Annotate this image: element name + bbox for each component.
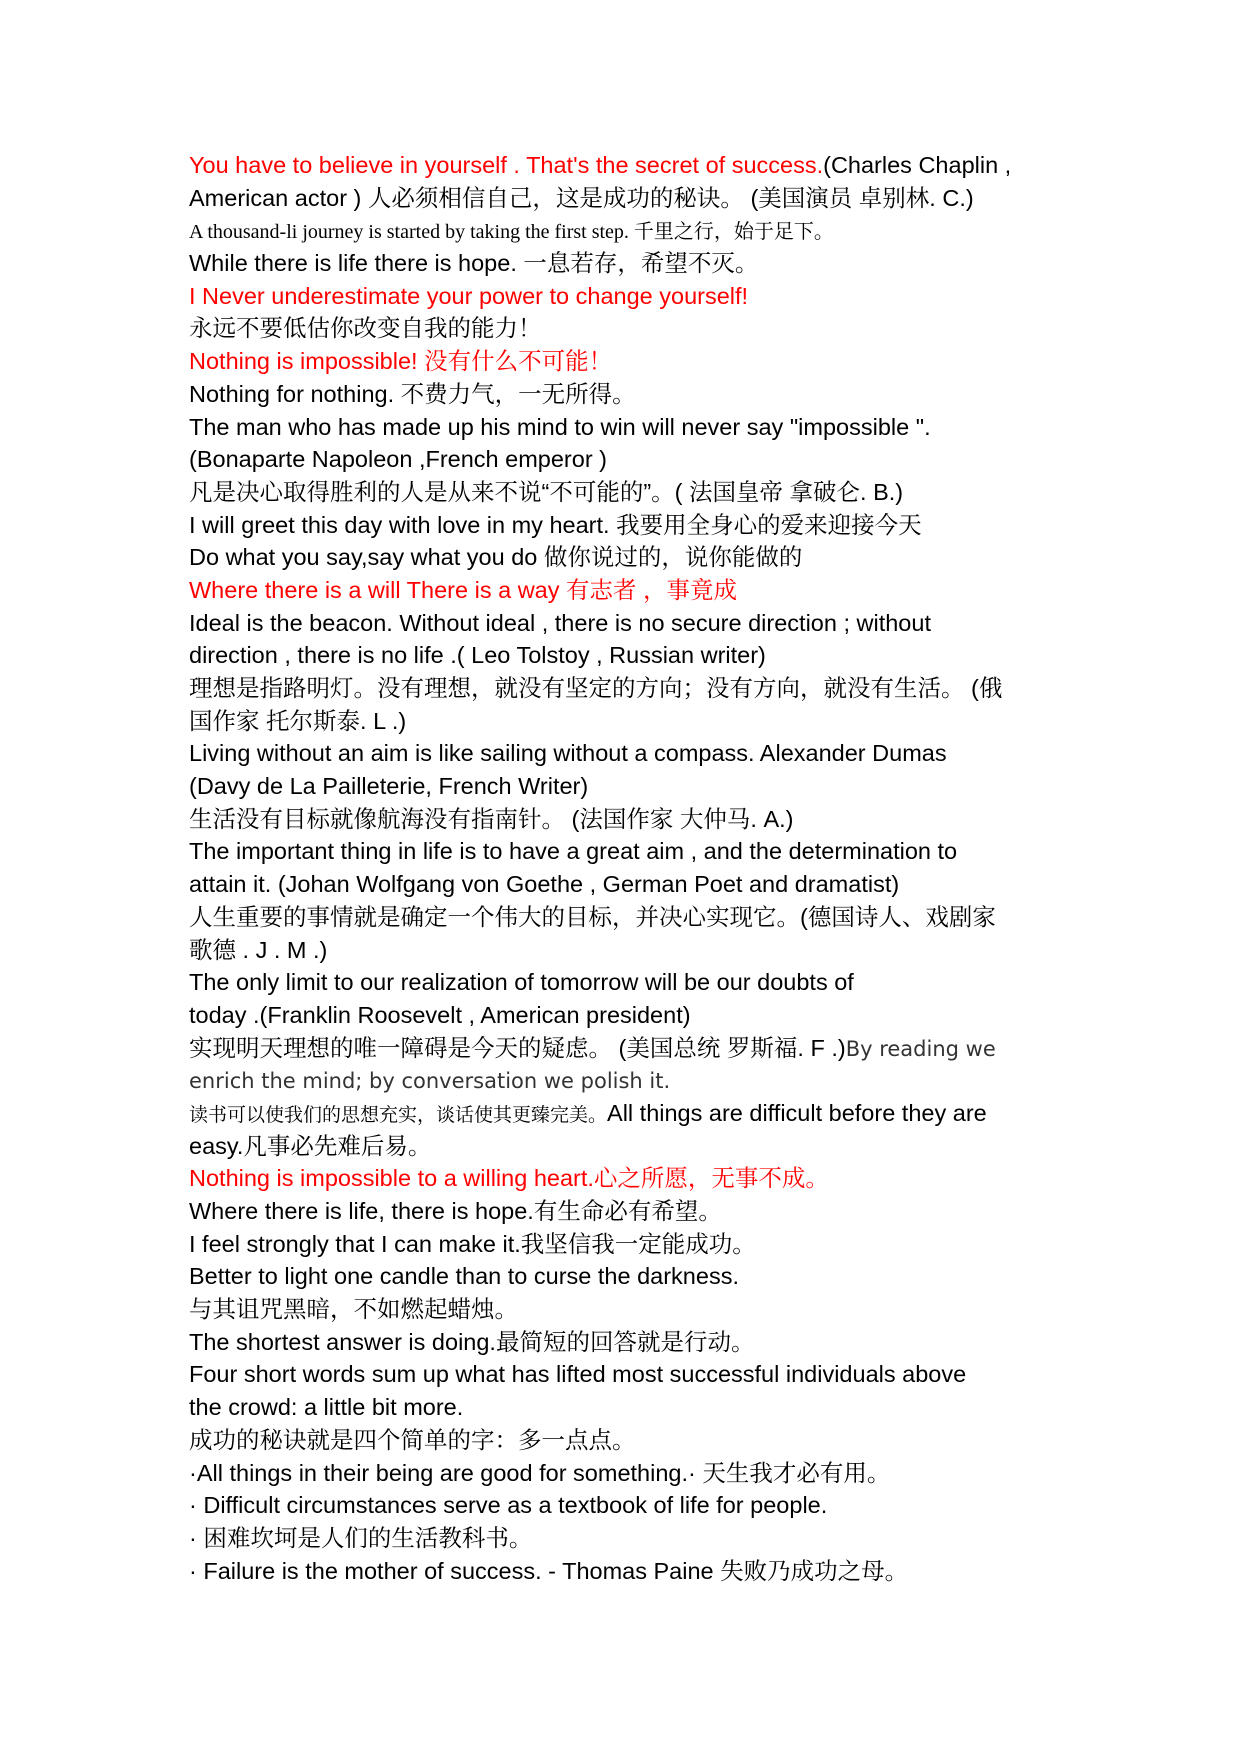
text-line bbox=[189, 214, 1069, 247]
text-segment: Where there is life, there is hope.有生命必有希望。 bbox=[189, 1198, 722, 1224]
text-line bbox=[189, 1522, 1069, 1555]
text-line bbox=[189, 1195, 1069, 1228]
highlighted-text: You have to believe in yourself . That's the secret of success. bbox=[189, 152, 824, 178]
text-line bbox=[189, 1457, 1069, 1490]
text-line bbox=[189, 1391, 1069, 1424]
highlighted-text: Nothing is impossible! 没有什么不可能！ bbox=[189, 348, 613, 375]
text-line bbox=[189, 541, 1069, 574]
text-segment: 读书可以使我们的思想充实，谈话使其更臻完美。 bbox=[189, 1104, 608, 1126]
text-line bbox=[189, 443, 1069, 476]
text-line bbox=[189, 639, 1069, 672]
text-segment: Ideal is the beacon. Without ideal , there is no secure direction ; without bbox=[189, 609, 931, 636]
text-segment: Nothing for nothing. 不费力气，一无所得。 bbox=[189, 380, 636, 407]
text-segment: 永远不要低估你改变自我的能力！ bbox=[189, 315, 542, 342]
text-line bbox=[189, 901, 1069, 934]
text-segment: The shortest answer is doing.最简短的回答就是行动。 bbox=[189, 1328, 755, 1355]
text-segment: enrich the mind; by conversation we polish it. bbox=[189, 1069, 671, 1094]
text-segment: The important thing in life is to have a great aim , and the determination to bbox=[189, 838, 958, 865]
text-line bbox=[189, 476, 1069, 509]
text-line bbox=[189, 411, 1069, 444]
text-segment: · Failure is the mother of success. - Thomas Paine 失败乃成功之母。 bbox=[189, 1557, 909, 1584]
text-segment: 凡是决心取得胜利的人是从来不说“不可能的”。( 法国皇帝 拿破仑. B.) bbox=[189, 478, 904, 505]
text-line bbox=[189, 1162, 1069, 1195]
document-page bbox=[189, 149, 1069, 1587]
text-segment: 生活没有目标就像航海没有指南针。 (法国作家 大仲马. A.) bbox=[189, 805, 794, 832]
text-line bbox=[189, 312, 1069, 345]
text-segment: Four short words sum up what has lifted most successful individuals above bbox=[189, 1361, 967, 1388]
text-line bbox=[189, 1097, 1069, 1130]
text-line bbox=[189, 1228, 1069, 1261]
text-segment: the crowd: a little bit more. bbox=[189, 1394, 464, 1421]
text-segment: 人生重要的事情就是确定一个伟大的目标，并决心实现它。(德国诗人、戏剧家 bbox=[189, 903, 996, 930]
text-segment: attain it. (Johan Wolfgang von Goethe , German Poet and dramatist) bbox=[189, 871, 900, 898]
highlighted-text: Where there is a will There is a way 有志者 ，事竟成 bbox=[189, 576, 738, 603]
text-segment: easy.凡事必先难后易。 bbox=[189, 1132, 432, 1159]
text-line bbox=[189, 1064, 1069, 1097]
text-line bbox=[189, 1555, 1069, 1588]
text-line bbox=[189, 934, 1069, 967]
text-line bbox=[189, 1326, 1069, 1359]
text-segment: · 困难坎坷是人们的生活教科书。 bbox=[189, 1524, 533, 1551]
text-line bbox=[189, 1489, 1069, 1522]
text-segment: By reading we bbox=[845, 1036, 996, 1061]
text-segment: (Davy de La Pailleterie, French Writer) bbox=[189, 773, 589, 800]
text-segment: · Difficult circumstances serve as a textbook of life for people. bbox=[189, 1492, 828, 1519]
text-segment: 成功的秘诀就是四个简单的字：多一点点。 bbox=[189, 1426, 636, 1453]
text-segment: I feel strongly that I can make it.我坚信我一定能成功。 bbox=[189, 1230, 756, 1257]
text-segment: 实现明天理想的唯一障碍是今天的疑虑。 (美国总统 罗斯福. F .) bbox=[189, 1034, 846, 1061]
text-line bbox=[189, 737, 1069, 770]
text-segment: Do what you say,say what you do 做你说过的，说你能做的 bbox=[189, 544, 803, 571]
text-segment: 国作家 托尔斯泰. L .) bbox=[189, 707, 407, 734]
text-line bbox=[189, 1032, 1069, 1065]
text-segment: The only limit to our realization of tomorrow will be our doubts of bbox=[189, 969, 854, 996]
text-segment: today .(Franklin Roosevelt , American president) bbox=[189, 1001, 691, 1028]
text-line bbox=[189, 966, 1069, 999]
text-line bbox=[189, 149, 1069, 182]
text-line bbox=[189, 803, 1069, 836]
text-line bbox=[189, 705, 1069, 738]
text-line bbox=[189, 672, 1069, 705]
text-line bbox=[189, 1424, 1069, 1457]
text-line bbox=[189, 378, 1069, 411]
highlighted-text: Nothing is impossible to a willing heart.心之所愿，无事不成。 bbox=[189, 1165, 829, 1192]
text-segment: A thousand-li journey is started by taking the first step. 千里之行，始于足下。 bbox=[189, 221, 834, 244]
text-line bbox=[189, 607, 1069, 640]
text-segment: I will greet this day with love in my heart. 我要用全身心的爱来迎接今天 bbox=[189, 511, 922, 538]
text-segment: The man who has made up his mind to win will never say "impossible ". bbox=[189, 413, 931, 440]
highlighted-text: I Never underestimate your power to change yourself! bbox=[189, 282, 749, 309]
text-line bbox=[189, 247, 1069, 280]
text-line bbox=[189, 1293, 1069, 1326]
text-segment: Living without an aim is like sailing without a compass. Alexander Dumas bbox=[189, 740, 947, 767]
text-line bbox=[189, 868, 1069, 901]
text-segment: Better to light one candle than to curse the darkness. bbox=[189, 1263, 739, 1290]
text-line bbox=[189, 574, 1069, 607]
text-line bbox=[189, 999, 1069, 1032]
text-segment: 歌德 . J . M .) bbox=[189, 936, 328, 963]
text-segment: American actor ) 人必须相信自己，这是成功的秘诀。 (美国演员 卓别林. C.) bbox=[189, 184, 974, 211]
text-line bbox=[189, 1130, 1069, 1163]
text-segment: direction , there is no life .( Leo Tolstoy , Russian writer) bbox=[189, 642, 766, 669]
text-segment: 与其诅咒黑暗，不如燃起蜡烛。 bbox=[189, 1296, 518, 1323]
text-line bbox=[189, 1358, 1069, 1391]
text-line bbox=[189, 835, 1069, 868]
text-segment: While there is life there is hope. 一息若存，希望不灭。 bbox=[189, 250, 759, 277]
text-segment: 理想是指路明灯。没有理想，就没有坚定的方向；没有方向，就没有生活。 (俄 bbox=[189, 675, 1003, 701]
text-segment: (Charles Chaplin , bbox=[823, 152, 1012, 178]
text-line bbox=[189, 1260, 1069, 1293]
text-line bbox=[189, 770, 1069, 803]
text-segment: (Bonaparte Napoleon ,French emperor ) bbox=[189, 446, 607, 473]
text-segment: ·All things in their being are good for something.· 天生我才必有用。 bbox=[189, 1459, 891, 1486]
text-line bbox=[189, 280, 1069, 313]
text-line bbox=[189, 182, 1069, 215]
text-segment: All things are difficult before they are bbox=[607, 1099, 987, 1126]
text-line bbox=[189, 345, 1069, 378]
text-line bbox=[189, 509, 1069, 542]
